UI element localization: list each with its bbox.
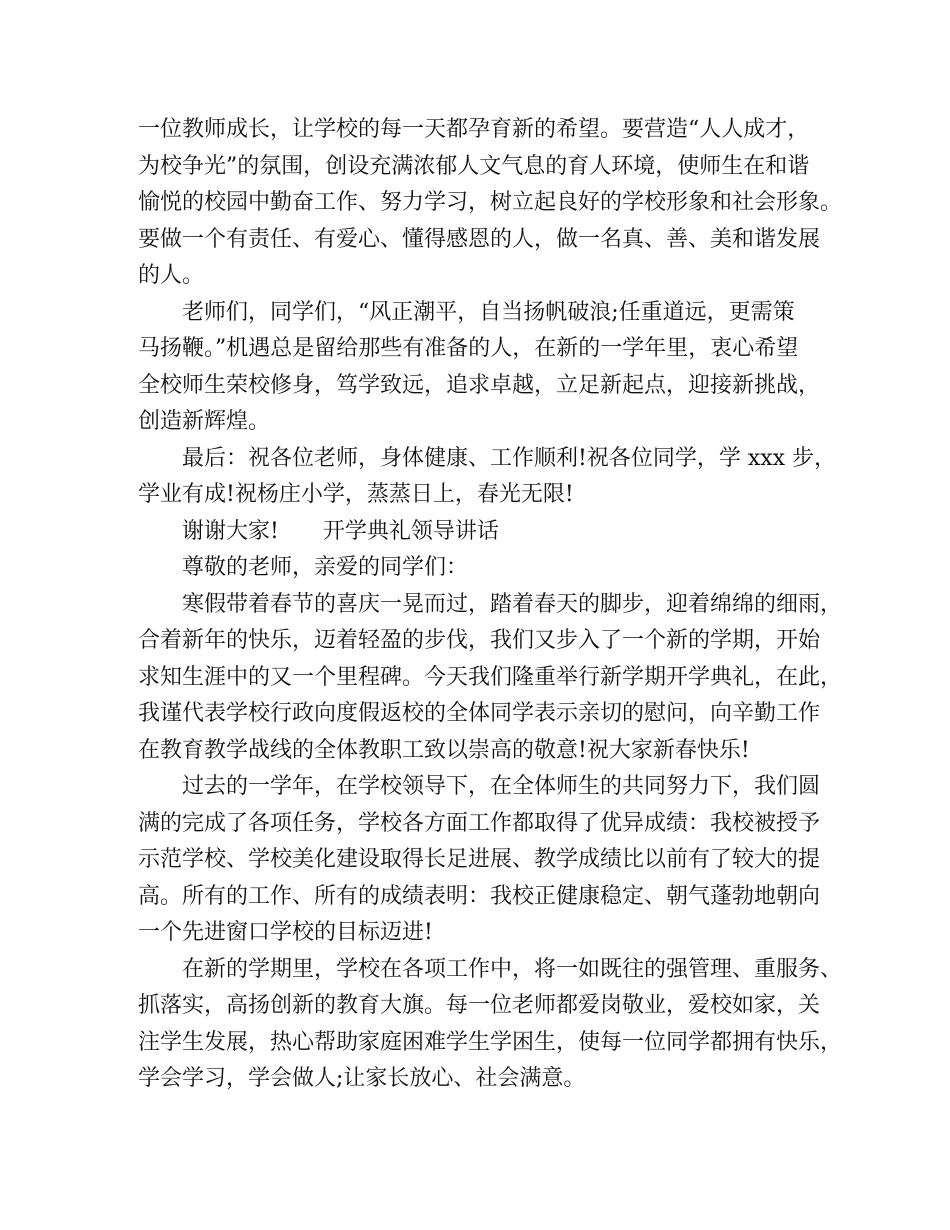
text-line: 为校争光”的氛围，创设充满浓郁人文气息的育人环境，使师生在和谐: [138, 153, 810, 179]
text-line: 要做一个有责任、有爱心、懂得感恩的人，做一名真、善、美和谐发展: [138, 226, 821, 252]
text-line: 最后：祝各位老师，身体健康、工作顺利!祝各位同学，学 xxx 步，: [182, 445, 837, 471]
text-line: 合着新年的快乐，迈着轻盈的步伐，我们又步入了一个新的学期，开始: [138, 628, 821, 653]
text-line: [138, 514, 828, 551]
text-line: 示范学校、学校美化建设取得长足进展、教学成绩比以前有了较大的提: [138, 847, 821, 872]
text-line: 求知生涯中的又一个里程碑。今天我们隆重举行新学期开学典礼，在此，: [138, 664, 843, 690]
text-line: 高。所有的工作、所有的成绩表明：我校正健康稳定、朝气蓬勃地朝向: [138, 883, 821, 909]
text-line: 在新的学期里，学校在各项工作中，将一如既往的强管理、重服务、: [182, 956, 843, 982]
text-line: 我谨代表学校行政向度假返校的全体同学表示亲切的慰问，向辛勤工作: [138, 701, 821, 726]
text-line: 注学生发展，热心帮助家庭困难学生学困生，使每一位同学都拥有快乐，: [138, 1029, 843, 1055]
text-line: 愉悦的校园中勤奋工作、努力学习，树立起良好的学校形象和社会形象。: [138, 190, 843, 215]
text-line: 全校师生荣校修身，笃学致远，追求卓越，立足新起点，迎接新挑战，: [138, 372, 821, 398]
text-line: 一位教师成长，让学校的每一天都孕育新的希望。要营造“人人成才，: [138, 117, 810, 142]
document-body: [138, 112, 843, 1098]
text-line: 过去的一学年，在学校领导下，在全体师生的共同努力下，我们圆: [182, 774, 821, 799]
salutation: 尊敬的老师，亲爱的同学们：: [182, 555, 469, 580]
closing-thanks: 谢谢大家!: [182, 518, 279, 544]
text-line: 满的完成了各项任务，学校各方面工作都取得了优异成绩：我校被授予: [138, 810, 821, 836]
text-line: 抓落实，高扬创新的教育大旗。每一位老师都爱岗敬业，爱校如家，关: [138, 993, 821, 1018]
text-line: 一个先进窗口学校的目标迈进!: [138, 920, 433, 945]
text-line: 的人。: [138, 263, 205, 288]
text-line: 在教育教学战线的全体教职工致以崇高的敬意!祝大家新春快乐!: [138, 737, 750, 763]
text-line: 创造新辉煌。: [138, 409, 271, 434]
text-line: 学业有成!祝杨庄小学，蒸蒸日上，春光无限!: [138, 482, 574, 507]
text-line: 学会学习，学会做人;让家长放心、社会满意。: [138, 1066, 586, 1091]
text-line: 马扬鞭。”机遇总是留给那些有准备的人，在新的一学年里，衷心希望: [138, 336, 799, 361]
text-line: 寒假带着春节的喜庆一晃而过，踏着春天的脚步，迎着绵绵的细雨，: [182, 591, 843, 617]
speech-title: 开学典礼领导讲话: [322, 518, 499, 544]
text-line: 老师们，同学们，“风正潮平，自当扬帆破浪;任重道远，更需策: [182, 299, 795, 325]
